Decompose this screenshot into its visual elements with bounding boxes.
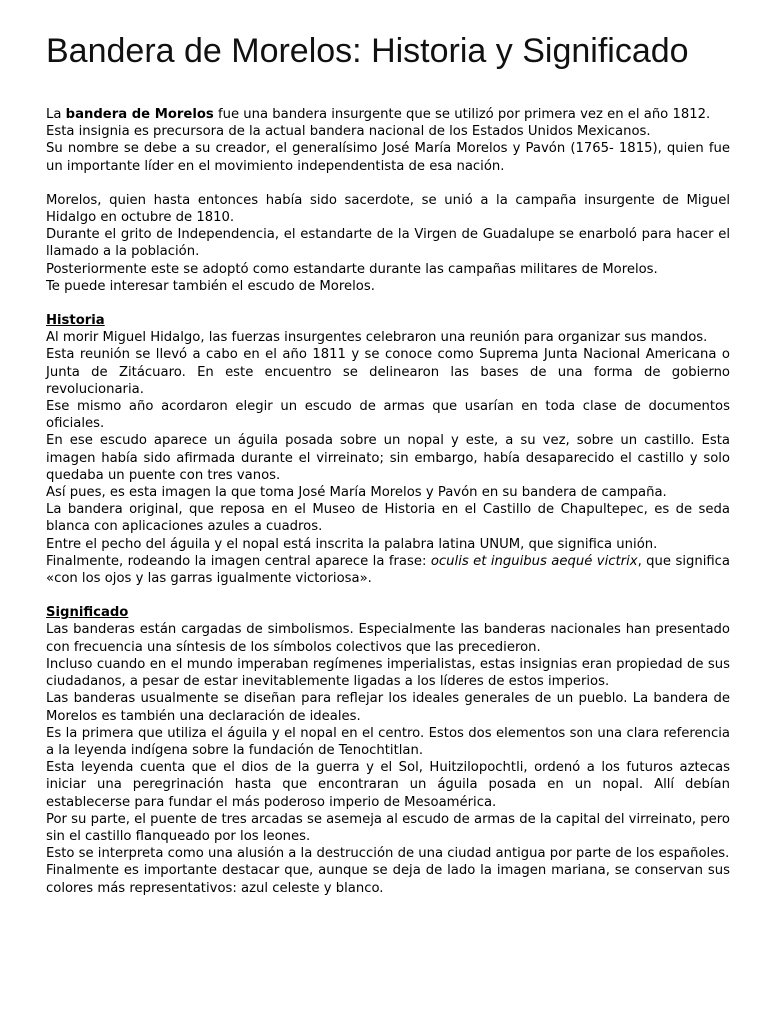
context-paragraph: Morelos, quien hasta entonces había sido sacerdote, se unió a la campaña insurgente de Miguel Hidalgo en octubre de 1810. (46, 192, 730, 226)
context-paragraph: Durante el grito de Independencia, el estandarte de la Virgen de Guadalupe se enarboló para hacer el llamado a la población. (46, 227, 730, 260)
document-body (46, 106, 730, 897)
significado-paragraph: Esto se interpreta como una alusión a la destrucción de una ciudad antigua por parte de los españoles. (46, 846, 730, 862)
context-paragraph: Te puede interesar también el escudo de Morelos. (46, 278, 375, 294)
significado-paragraph: Es la primera que utiliza el águila y el nopal en el centro. Estos dos elementos son una clara referencia a la leyenda indígena sobre la fundación de Tenochtitlan. (46, 725, 730, 758)
significado-paragraph: Las banderas están cargadas de simbolismos. Especialmente las banderas nacionales han presentado con frecuencia una síntesis de los símbolos colectivos que las precedieron. (46, 622, 730, 655)
context-paragraph: Posteriormente este se adoptó como estandarte durante las campañas militares de Morelos. (46, 261, 658, 277)
historia-paragraph: Al morir Miguel Hidalgo, las fuerzas insurgentes celebraron una reunión para organizar sus mandos. (46, 330, 708, 346)
page-title: Bandera de Morelos: Historia y Significado (46, 32, 689, 70)
intro-paragraph: Su nombre se debe a su creador, el generalísimo José María Morelos y Pavón (1765- 1815), quien fue un importante líder en el movimiento independentista de esa nación. (46, 141, 730, 174)
historia-final-start: Finalmente, rodeando la imagen central aparece la frase: (46, 553, 431, 569)
historia-paragraph: Así pues, es esta imagen la que toma José María Morelos y Pavón en su bandera de campaña. (46, 485, 667, 501)
historia-paragraph: En ese escudo aparece un águila posada sobre un nopal y este, a su vez, sobre un castillo. Esta imagen había sido afirmada durante el virreinato; sin embargo, había desaparecido el castillo y solo quedaba un puente con tres vanos. (46, 433, 730, 483)
latin-phrase: oculis et inguibus aequé victrix (430, 553, 638, 569)
historia-paragraph: Ese mismo año acordaron elegir un escudo de armas que usarían en toda clase de documentos oficiales. (46, 399, 730, 432)
significado-paragraph: Las banderas usualmente se diseñan para reflejar los ideales generales de un pueblo. La bandera de Morelos es también una declaración de ideales. (46, 691, 730, 724)
significado-paragraph: Esta leyenda cuenta que el dios de la guerra y el Sol, Huitzilopochtli, ordenó a los futuros aztecas iniciar una peregrinación hasta que encontraran un águila posada en un nopal. Allí debían establecerse para fundar el más poderoso imperio de Mesoamérica. (46, 760, 730, 810)
historia-final-end: , que significa «con los ojos y las garras igualmente victoriosa». (46, 553, 731, 587)
intro-paragraph (46, 106, 730, 123)
intro-paragraph: Esta insignia es precursora de la actual bandera nacional de los Estados Unidos Mexicanos. (46, 124, 651, 140)
historia-paragraph: La bandera original, que reposa en el Museo de Historia en el Castillo de Chapultepec, es de seda blanca con aplicaciones azules a cuadros. (46, 502, 730, 535)
historia-heading: Historia (46, 313, 105, 329)
historia-paragraph (46, 553, 730, 587)
historia-section (46, 312, 730, 587)
context-section (46, 192, 730, 295)
intro-text-end: fue una bandera insurgente que se utilizó por primera vez en el año 1812. (213, 107, 711, 122)
document-page (46, 30, 730, 914)
significado-paragraph: Por su parte, el puente de tres arcadas se asemeja al escudo de armas de la capital del virreinato, pero sin el castillo flanqueado por los leones. (46, 811, 730, 844)
intro-bold-term: bandera de Morelos (65, 107, 214, 122)
historia-paragraph: Esta reunión se llevó a cabo en el año 1811 y se conoce como Suprema Junta Nacional Americana o Junta de Zitácuaro. En este encuentro se delinearon las bases de una forma de gobierno revolucionaria. (46, 347, 730, 397)
significado-section (46, 604, 730, 896)
intro-section (46, 106, 730, 175)
historia-paragraph: Entre el pecho del águila y el nopal está inscrita la palabra latina UNUM, que significa unión. (46, 536, 658, 552)
significado-paragraph: Finalmente es importante destacar que, aunque se deja de lado la imagen mariana, se conservan sus colores más representativos: azul celeste y blanco. (46, 863, 730, 896)
significado-paragraph: Incluso cuando en el mundo imperaban regímenes imperialistas, estas insignias eran propiedad de sus ciudadanos, a pesar de estar inevitablemente ligadas a los líderes de estos imperios. (46, 656, 730, 690)
significado-heading: Significado (46, 605, 129, 621)
intro-text-start: La (46, 107, 66, 122)
